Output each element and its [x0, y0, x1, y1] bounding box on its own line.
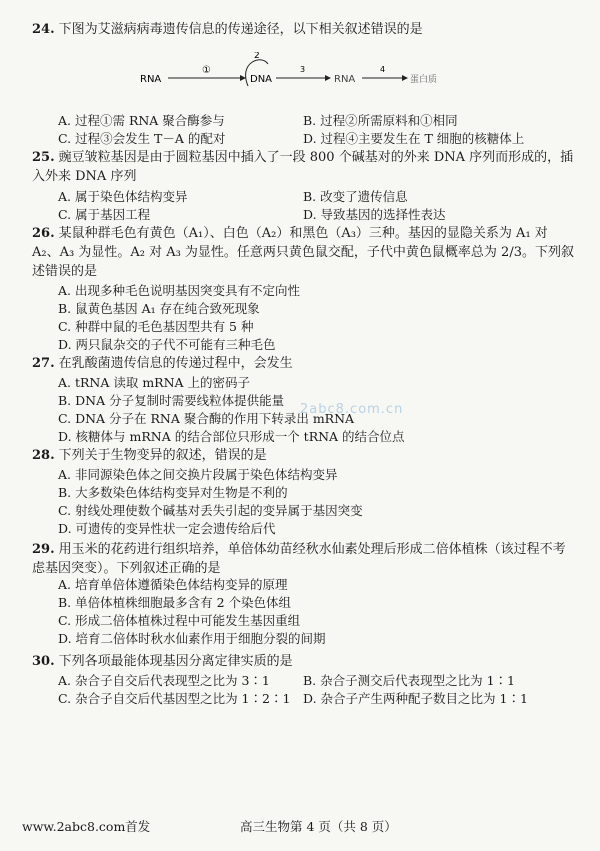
stem-text: 某鼠种群毛色有黄色（A₁）、白色（A₂）和黑色（A₃）三种。基因的显隐关系为 A₁ 对 A₂、A₃ 为显性。A₂ 对 A₃ 为显性。任意两只黄色鼠交配，子代中黄色鼠概率总为 2/3。下列叙述错误的是	[32, 226, 574, 279]
footer-page-number: 高三生物第 4 页（共 8 页）	[240, 819, 397, 834]
question-number: 30.	[32, 654, 55, 669]
question-number: 27.	[32, 356, 55, 371]
option-d: D. 杂合子产生两种配子数目之比为 1∶1	[303, 691, 528, 706]
option-b: B. DNA 分子复制时需要线粒体提供能量	[58, 393, 285, 408]
diagram-rna2-label: RNA	[334, 74, 356, 85]
diagram-step-3: 3	[300, 65, 306, 74]
hiv-transfer-diagram	[140, 52, 460, 104]
option-d: D. 核糖体与 mRNA 的结合部位只形成一个 tRNA 的结合位点	[58, 429, 405, 444]
question-stem	[32, 354, 578, 373]
option-c: C. 射线处理使数个碱基对丢失引起的变异属于基因突变	[58, 503, 363, 518]
option-c: C. 种群中鼠的毛色基因型共有 5 种	[58, 319, 254, 334]
option-c: C. 过程③会发生 T－A 的配对	[58, 131, 226, 146]
stem-text: 下图为艾滋病病毒遗传信息的传递途径，以下相关叙述错误的是	[58, 22, 423, 37]
option-d: D. 两只鼠杂交的子代不可能有三种毛色	[58, 337, 276, 352]
option-c: C. DNA 分子在 RNA 聚合酶的作用下转录出 mRNA	[58, 411, 355, 426]
option-d: D. 培育二倍体时秋水仙素作用于细胞分裂的间期	[58, 631, 326, 646]
option-b: B. 单倍体植株细胞最多含有 2 个染色体组	[58, 595, 292, 610]
diagram-protein-label: 蛋白质	[410, 75, 438, 85]
footer-source: www.2abc8.com首发	[22, 819, 151, 834]
stem-text: 在乳酸菌遗传信息的传递过程中，会发生	[58, 356, 293, 371]
option-a: A. 杂合子自交后代表现型之比为 3∶1	[58, 673, 270, 688]
stem-text: 下列各项最能体现基因分离定律实质的是	[58, 654, 293, 669]
option-d: D. 导致基因的选择性表达	[303, 207, 446, 222]
question-stem	[32, 20, 578, 39]
option-b: B. 过程②所需原料和①相同	[303, 113, 458, 128]
option-a: A. 属于染色体结构变异	[58, 189, 188, 204]
diagram-step-4: 4	[380, 65, 386, 74]
pathway-svg	[140, 52, 460, 104]
question-number: 29.	[32, 542, 55, 557]
question-stem	[32, 148, 578, 186]
diagram-rna-label: RNA	[140, 74, 162, 85]
diagram-dna-label: DNA	[250, 74, 273, 85]
option-c: C. 形成二倍体植株过程中可能发生基因重组	[58, 613, 301, 628]
option-d: D. 可遗传的变异性状一定会遗传给后代	[58, 521, 276, 536]
option-b: B. 大多数染色体结构变异对生物是不利的	[58, 485, 288, 500]
option-a: A. 过程①需 RNA 聚合酶参与	[58, 113, 225, 128]
question-stem	[32, 446, 578, 465]
option-b: B. 杂合子测交后代表现型之比为 1∶1	[303, 673, 516, 688]
question-stem	[32, 652, 578, 671]
option-a: A. 出现多种毛色说明基因突变具有不定向性	[58, 283, 300, 298]
option-a: A. 培育单倍体遵循染色体结构变异的原理	[58, 577, 288, 592]
diagram-step-1: ①	[202, 65, 211, 76]
option-b: B. 改变了遗传信息	[303, 189, 408, 204]
option-c: C. 杂合子自交后代基因型之比为 1∶2∶1	[58, 691, 291, 706]
stem-text: 用玉米的花药进行组织培养，单倍体幼苗经秋水仙素处理后形成二倍体植株（该过程不考虑基因突变）。下列叙述正确的是	[32, 542, 566, 576]
question-number: 24.	[32, 22, 55, 37]
watermark: 2abc8.com.cn	[300, 402, 404, 417]
option-b: B. 鼠黄色基因 A₁ 存在纯合致死现象	[58, 301, 260, 316]
question-stem	[32, 540, 578, 578]
question-number: 28.	[32, 448, 55, 463]
stem-text: 豌豆皱粒基因是由于圆粒基因中插入了一段 800 个碱基对的外来 DNA 序列而形成的，插入外来 DNA 序列	[32, 150, 574, 184]
arrow-3-head	[325, 75, 331, 81]
question-number: 26.	[32, 226, 55, 241]
option-a: A. 非同源染色体之间交换片段属于染色体结构变异	[58, 467, 338, 482]
option-a: A. tRNA 读取 mRNA 上的密码子	[58, 375, 251, 390]
stem-text: 下列关于生物变异的叙述，错误的是	[58, 448, 267, 463]
diagram-step-2: 2	[254, 52, 260, 61]
arrow-4-head	[402, 75, 408, 81]
option-d: D. 过程④主要发生在 T 细胞的核糖体上	[303, 131, 525, 146]
option-c: C. 属于基因工程	[58, 207, 151, 222]
question-stem	[32, 224, 578, 281]
question-number: 25.	[32, 150, 55, 165]
